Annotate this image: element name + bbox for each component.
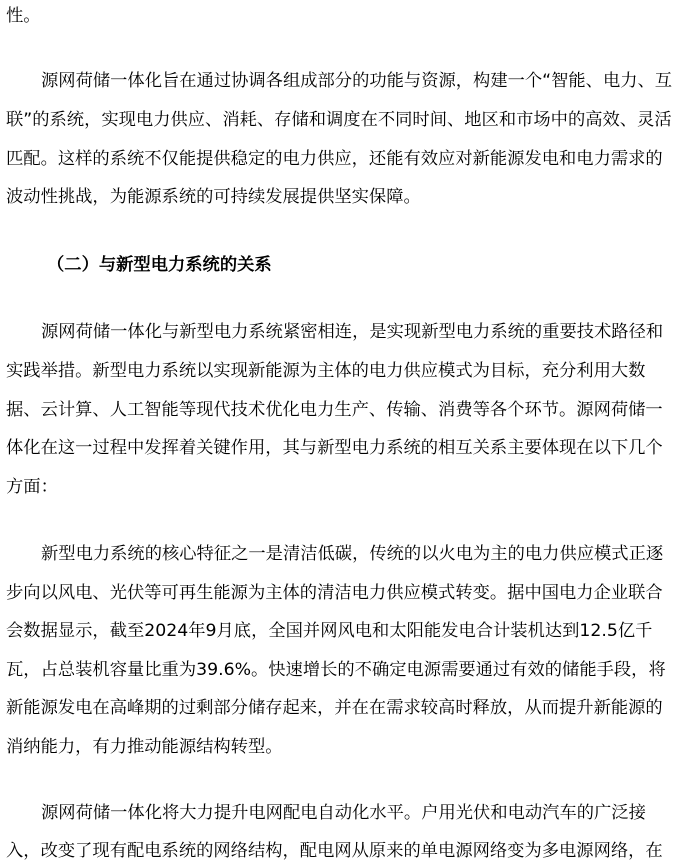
paragraph-line: 源网荷储一体化旨在通过协调各组成部分的功能与资源，构建一个“智能、电力、互 [41, 71, 673, 91]
paragraph-line: 实践举措。新型电力系统以实现新能源为主体的电力供应模式为目标，充分利用大数 [6, 361, 646, 381]
paragraph-line: 新能源发电在高峰期的过剩部分储存起来，并在在需求较高时释放，从而提升新能源的 [6, 698, 663, 718]
paragraph-line: 波动性挑战，为能源系统的可持续发展提供坚实保障。 [6, 187, 421, 207]
paragraph-line: 匹配。这样的系统不仅能提供稳定的电力供应，还能有效应对新能源发电和电力需求的 [6, 149, 663, 169]
paragraph-line: 源网荷储一体化将大力提升电网配电自动化水平。户用光伏和电动汽车的广泛接 [41, 803, 646, 823]
paragraph-line: 瓦，占总装机容量比重为39.6%。快速增长的不确定电源需要通过有效的储能手段，将 [6, 660, 666, 680]
paragraph-line: 步向以风电、光伏等可再生能源为主体的清洁电力供应模式转变。据中国电力企业联合 [6, 583, 663, 603]
section-heading: （二）与新型电力系统的关系 [47, 255, 272, 275]
paragraph-line: 据、云计算、人工智能等现代技术优化电力生产、传输、消费等各个环节。源网荷储一 [6, 400, 663, 420]
paragraph-line: 联”的系统，实现电力供应、消耗、存储和调度在不同时间、地区和市场中的高效、灵活 [6, 110, 672, 130]
paragraph-line: 源网荷储一体化与新型电力系统紧密相连，是实现新型电力系统的重要技术路径和 [41, 322, 664, 342]
paragraph-line: 体化在这一过程中发挥着关键作用，其与新型电力系统的相互关系主要体现在以下几个 [6, 438, 663, 458]
paragraph-line: 消纳能力，有力推动能源结构转型。 [6, 737, 283, 757]
paragraph-continuation-line: 性。 [6, 6, 41, 26]
paragraph-line: 方面： [6, 477, 58, 497]
paragraph-line: 会数据显示，截至2024年9月底，全国并网风电和太阳能发电合计装机达到12.5亿千 [6, 621, 653, 641]
paragraph-line: 入，改变了现有配电系统的网络结构，配电网从原来的单电源网络变为多电源网络，在 [6, 841, 663, 861]
paragraph-line: 新型电力系统的核心特征之一是清洁低碳，传统的以火电为主的电力供应模式正逐 [41, 544, 664, 564]
